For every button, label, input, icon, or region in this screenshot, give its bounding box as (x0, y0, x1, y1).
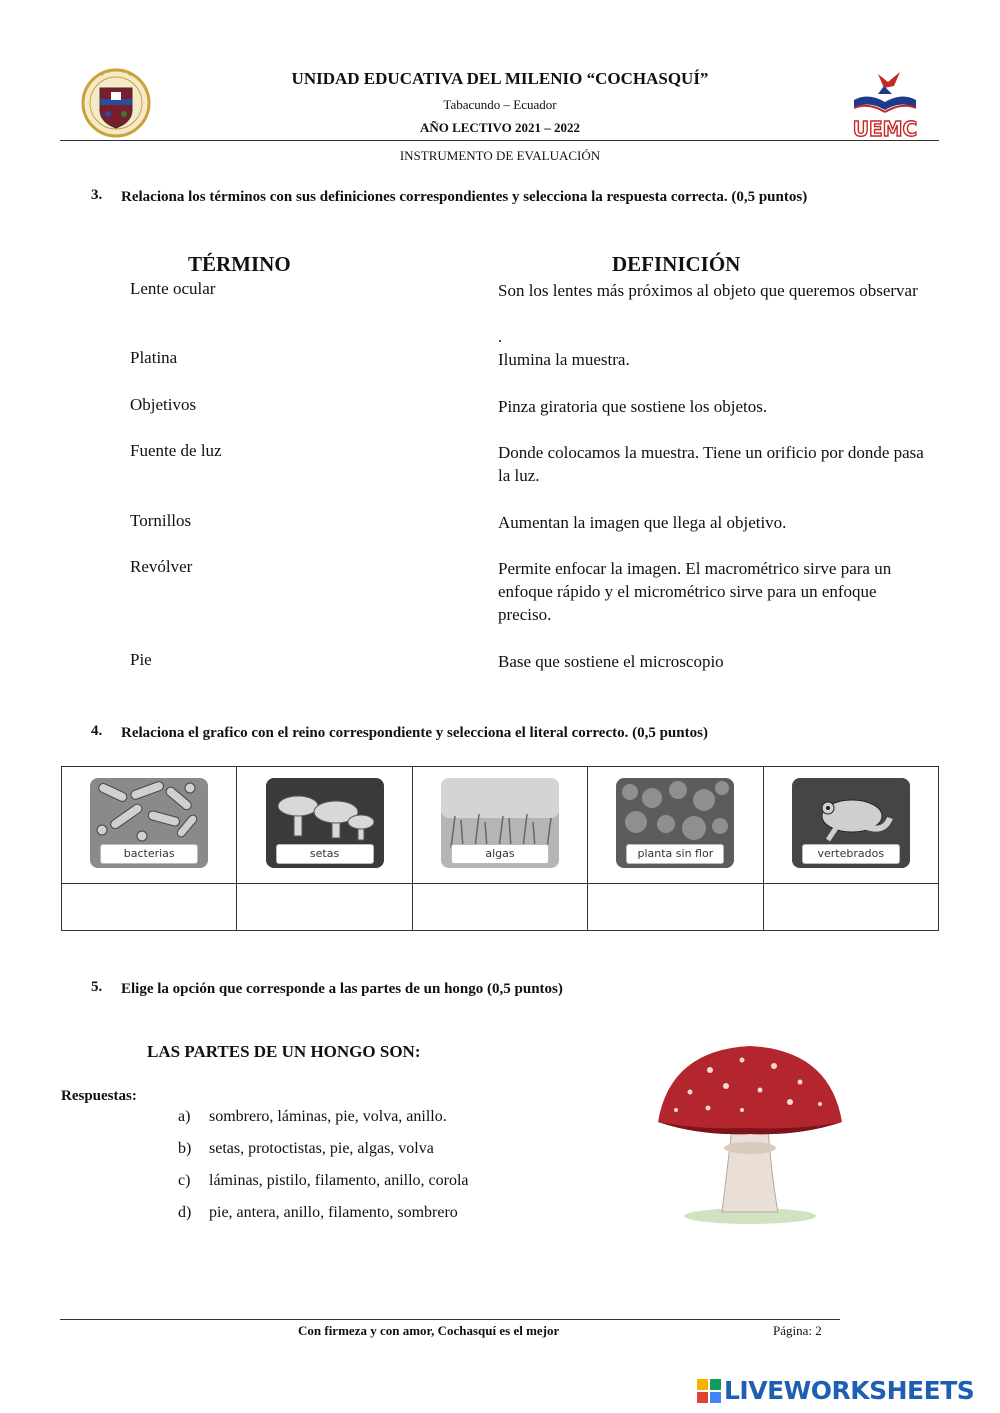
definition-item: Permite enfocar la imagen. El macrométrico sirve para un enfoque rápido y el micrométrico sirve para un enfoque preciso. (498, 559, 892, 624)
term-item: Tornillos (130, 511, 192, 530)
answer-cell[interactable] (763, 884, 938, 931)
frog-label: vertebrados (802, 844, 900, 864)
term-item: Lente ocular (130, 279, 216, 298)
mushrooms-image (266, 778, 384, 868)
school-year: AÑO LECTIVO 2021 – 2022 (419, 120, 581, 135)
algae-label: algas (451, 844, 549, 864)
answer-option-b[interactable] (178, 1140, 434, 1158)
option-letter: a) (178, 1108, 191, 1125)
definition-column-header: DEFINICIÓN (612, 252, 741, 276)
answer-option-a[interactable] (178, 1108, 447, 1126)
answer-cell[interactable] (237, 884, 412, 931)
q3-text: Relaciona los términos con sus definiciones correspondientes y selecciona la respuesta correcta. (0,5 puntos) (121, 189, 808, 205)
frog-image (792, 778, 910, 868)
definition-item: Donde colocamos la muestra. Tiene un orificio por donde pasa la luz. (498, 443, 924, 485)
q4-number: 4. (91, 723, 103, 739)
kingdom-image-cell (237, 767, 412, 884)
mushrooms-label: setas (276, 844, 374, 864)
page-number: Página: 2 (773, 1323, 822, 1338)
school-city: Tabacundo – Ecuador (443, 97, 557, 112)
bacteria-image (90, 778, 208, 868)
definition-item: Ilumina la muestra. (498, 350, 630, 369)
fungus-parts-title: LAS PARTES DE UN HONGO SON: (147, 1042, 421, 1061)
kingdom-table (61, 766, 939, 931)
definition-item: Pinza giratoria que sostiene los objetos. (498, 397, 768, 416)
kingdom-image-cell (588, 767, 763, 884)
answer-option-c[interactable] (178, 1172, 469, 1190)
option-letter: d) (178, 1204, 192, 1221)
kingdom-image-cell (412, 767, 587, 884)
option-text: sombrero, láminas, pie, volva, anillo. (209, 1108, 447, 1125)
answer-cell[interactable] (62, 884, 237, 931)
algae-image (441, 778, 559, 868)
option-letter: b) (178, 1140, 192, 1157)
flowerless-plant-label: planta sin flor (626, 844, 724, 864)
footer-divider (60, 1319, 840, 1320)
answer-option-d[interactable] (178, 1204, 458, 1222)
term-item: Pie (130, 650, 152, 669)
option-letter: c) (178, 1172, 191, 1189)
answer-cell[interactable] (588, 884, 763, 931)
q5-number: 5. (91, 979, 103, 995)
liveworksheets-brand[interactable]: LIVEWORKSHEETS (724, 1376, 975, 1405)
uemc-logo (848, 66, 922, 140)
header-divider (60, 140, 939, 141)
q5-text: Elige la opción que corresponde a las partes de un hongo (0,5 puntos) (121, 981, 563, 997)
flowerless-plant-image (616, 778, 734, 868)
option-text: pie, antera, anillo, filamento, sombrero (209, 1204, 458, 1221)
definition-item: Base que sostiene el microscopio (498, 652, 724, 671)
term-column-header: TÉRMINO (188, 252, 291, 276)
term-item: Objetivos (130, 395, 197, 414)
option-text: setas, protoctistas, pie, algas, volva (209, 1140, 434, 1157)
term-item: Revólver (130, 557, 193, 576)
answer-cell[interactable] (412, 884, 587, 931)
option-text: láminas, pistilo, filamento, anillo, corola (209, 1172, 469, 1189)
kingdom-image-cell (62, 767, 237, 884)
bacteria-label: bacterias (100, 844, 198, 864)
footer-motto: Con firmeza y con amor, Cochasquí es el mejor (298, 1323, 560, 1338)
liveworksheets-icon (697, 1379, 721, 1403)
q4-text: Relaciona el grafico con el reino correspondiente y selecciona el literal correcto. (0,5 puntos) (121, 725, 708, 741)
term-item: Fuente de luz (130, 441, 222, 460)
school-name: UNIDAD EDUCATIVA DEL MILENIO “COCHASQUÍ” (291, 69, 709, 88)
mushroom-illustration (650, 1040, 845, 1225)
definition-item: Son los lentes más próximos al objeto que queremos observar (498, 281, 918, 300)
answers-label: Respuestas: (61, 1088, 137, 1104)
kingdom-image-cell (763, 767, 938, 884)
q3-number: 3. (91, 187, 103, 203)
definition-item: Aumentan la imagen que llega al objetivo. (498, 513, 787, 532)
uemc-logo-text: UEMC (852, 117, 918, 140)
term-item: Platina (130, 348, 178, 367)
definition-stray-dot: . (498, 327, 503, 346)
instrument-title: INSTRUMENTO DE EVALUACIÓN (399, 148, 601, 163)
